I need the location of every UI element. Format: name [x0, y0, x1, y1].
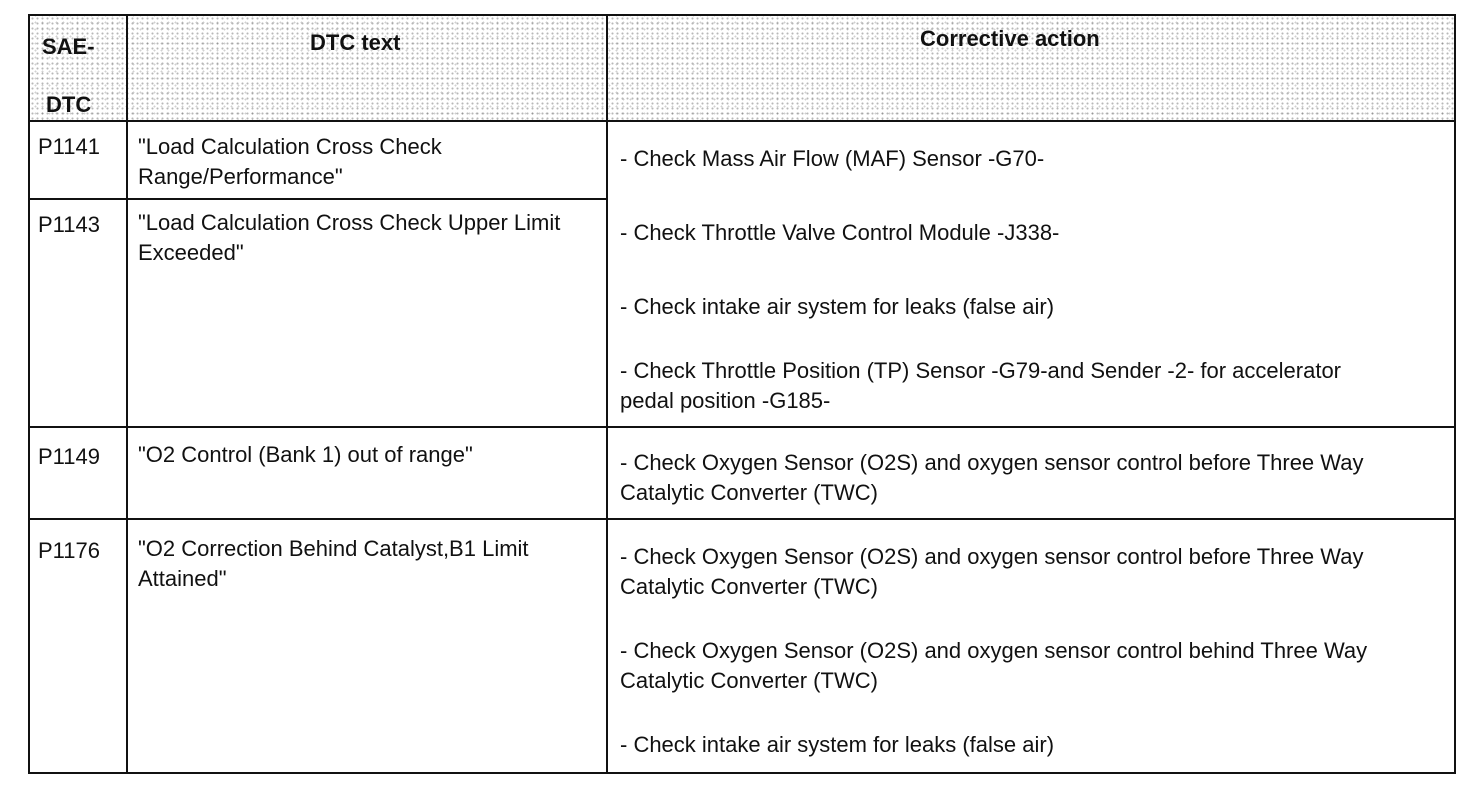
- row-p1143-code: P1143: [38, 212, 100, 237]
- row-p1149-code: P1149: [38, 444, 100, 469]
- row-p1176-text: "O2 Correction Behind Catalyst,B1 Limit Attained": [138, 536, 529, 591]
- dtc-table: [28, 14, 1456, 774]
- row-p1141-text: "Load Calculation Cross Check Range/Performance": [138, 134, 442, 189]
- header-sae-dtc-line2: DTC: [46, 92, 92, 117]
- row-divider-p1143: [30, 426, 1454, 428]
- action-g1-1: - Check Mass Air Flow (MAF) Sensor -G70-: [620, 146, 1045, 171]
- header-corrective-action: Corrective action: [920, 26, 1100, 51]
- action-g3-3: - Check intake air system for leaks (false air): [620, 732, 1055, 757]
- action-g1-3: - Check intake air system for leaks (false air): [620, 294, 1055, 319]
- row-divider-p1149: [30, 518, 1454, 520]
- header-divider: [30, 120, 1454, 122]
- action-g2-1: - Check Oxygen Sensor (O2S) and oxygen sensor control before Three Way Catalytic Converter (TWC): [620, 450, 1364, 505]
- action-g1-2: - Check Throttle Valve Control Module -J338-: [620, 220, 1060, 245]
- col-divider-1: [126, 16, 128, 774]
- row-p1143-text: "Load Calculation Cross Check Upper Limit Exceeded": [138, 210, 561, 265]
- row-divider-p1141: [30, 198, 608, 200]
- col-divider-2: [606, 16, 608, 774]
- row-p1176-code: P1176: [38, 538, 100, 563]
- header-row: [30, 16, 1454, 122]
- row-p1149-text: "O2 Control (Bank 1) out of range": [138, 442, 473, 467]
- header-dtc-text: DTC text: [310, 30, 401, 55]
- action-g3-1: - Check Oxygen Sensor (O2S) and oxygen sensor control before Three Way Catalytic Converter (TWC): [620, 544, 1364, 599]
- row-p1141-code: P1141: [38, 134, 100, 159]
- action-g3-2: - Check Oxygen Sensor (O2S) and oxygen sensor control behind Three Way Catalytic Converter (TWC): [620, 638, 1368, 693]
- header-sae-dtc-line1: SAE-: [42, 34, 95, 59]
- action-g1-4: - Check Throttle Position (TP) Sensor -G79-and Sender -2- for accelerator pedal position -G185-: [620, 358, 1342, 413]
